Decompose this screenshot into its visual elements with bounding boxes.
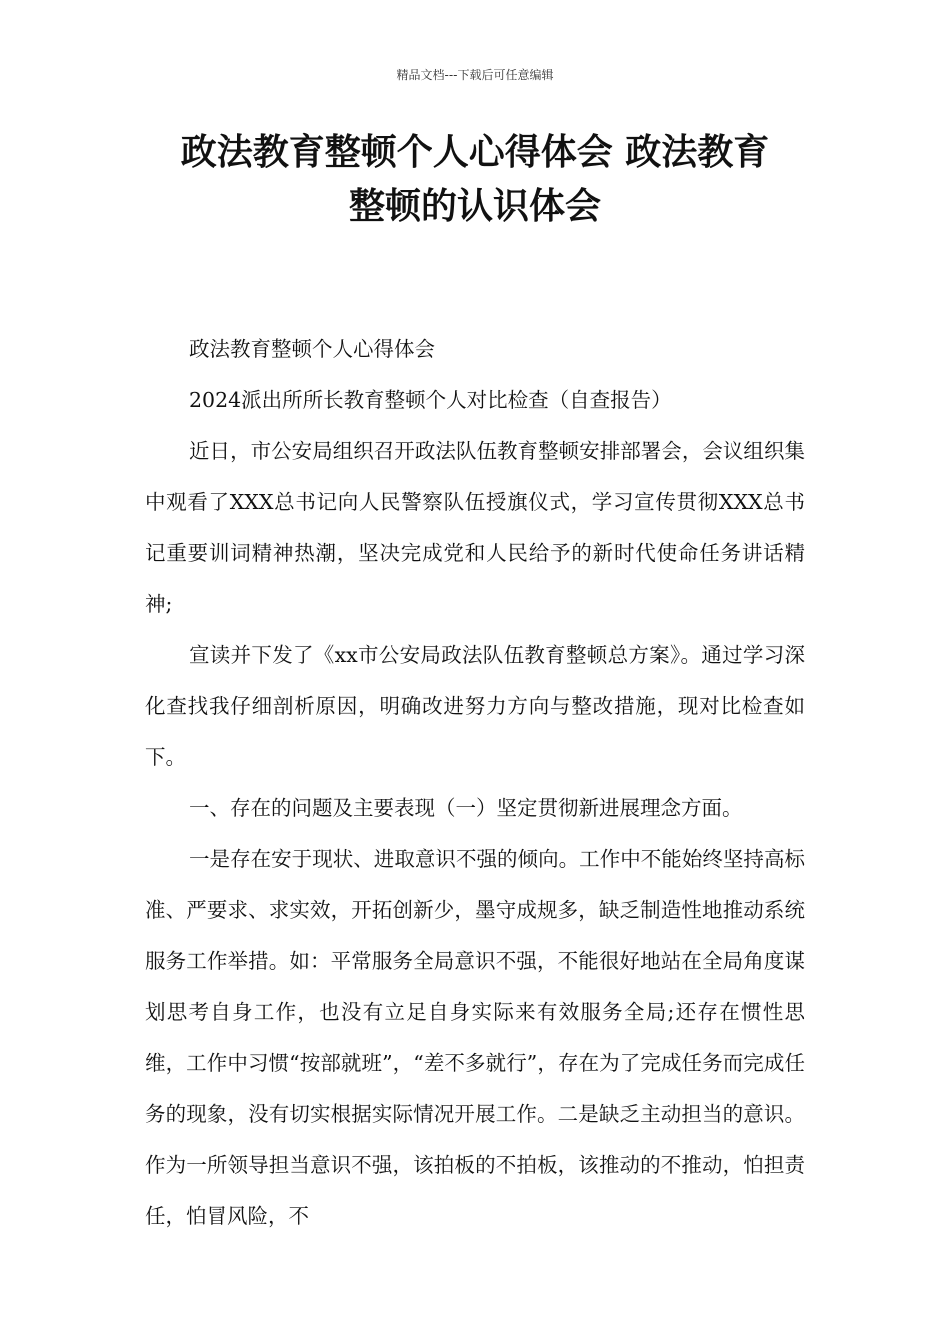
paragraph: 2024派出所所长教育整顿个人对比检查（自查报告） — [189, 388, 672, 412]
paragraph: 政法教育整顿个人心得体会 — [189, 337, 435, 361]
title-line-2: 整顿的认识体会 — [348, 186, 601, 227]
document-body — [145, 324, 805, 1242]
header-note: 精品文档---下载后可任意编辑 — [396, 68, 554, 82]
paragraph: 近日，市公安局组织召开政法队伍教育整顿安排部署会，会议组织集中观看了XXX总书记向人民警察队伍授旗仪式，学习宣传贯彻XXX总书记重要训词精神热潮，坚决完成党和人民给予的新时代使命任务讲话精神; — [145, 439, 805, 616]
paragraph: 宣读并下发了《xx市公安局政法队伍教育整顿总方案》。通过学习深化查找我仔细剖析原因，明确改进努力方向与整改措施，现对比检查如下。 — [145, 643, 805, 769]
paragraph: 一、存在的问题及主要表现（一）坚定贯彻新进展理念方面。 — [189, 796, 743, 820]
paragraph: 一是存在安于现状、进取意识不强的倾向。工作中不能始终坚持高标准、严要求、求实效，开拓创新少，墨守成规多，缺乏制造性地推动系统服务工作举措。如：平常服务全局意识不强，不能很好地站在全局角度谋划思考自身工作，也没有立足自身实际来有效服务全局;还存在惯性思维，工作中习惯“按部就班”，“差不多就行”，存在为了完成任务而完成任务的现象，没有切实根据实际情况开展工作。二是缺乏主动担当的意识。作为一所领导担当意识不强，该拍板的不拍板，该推动的不推动，怕担责任，怕冒风险，不 — [145, 847, 805, 1228]
document-title — [140, 126, 810, 234]
title-line-1: 政法教育整顿个人心得体会 政法教育 — [180, 132, 770, 173]
